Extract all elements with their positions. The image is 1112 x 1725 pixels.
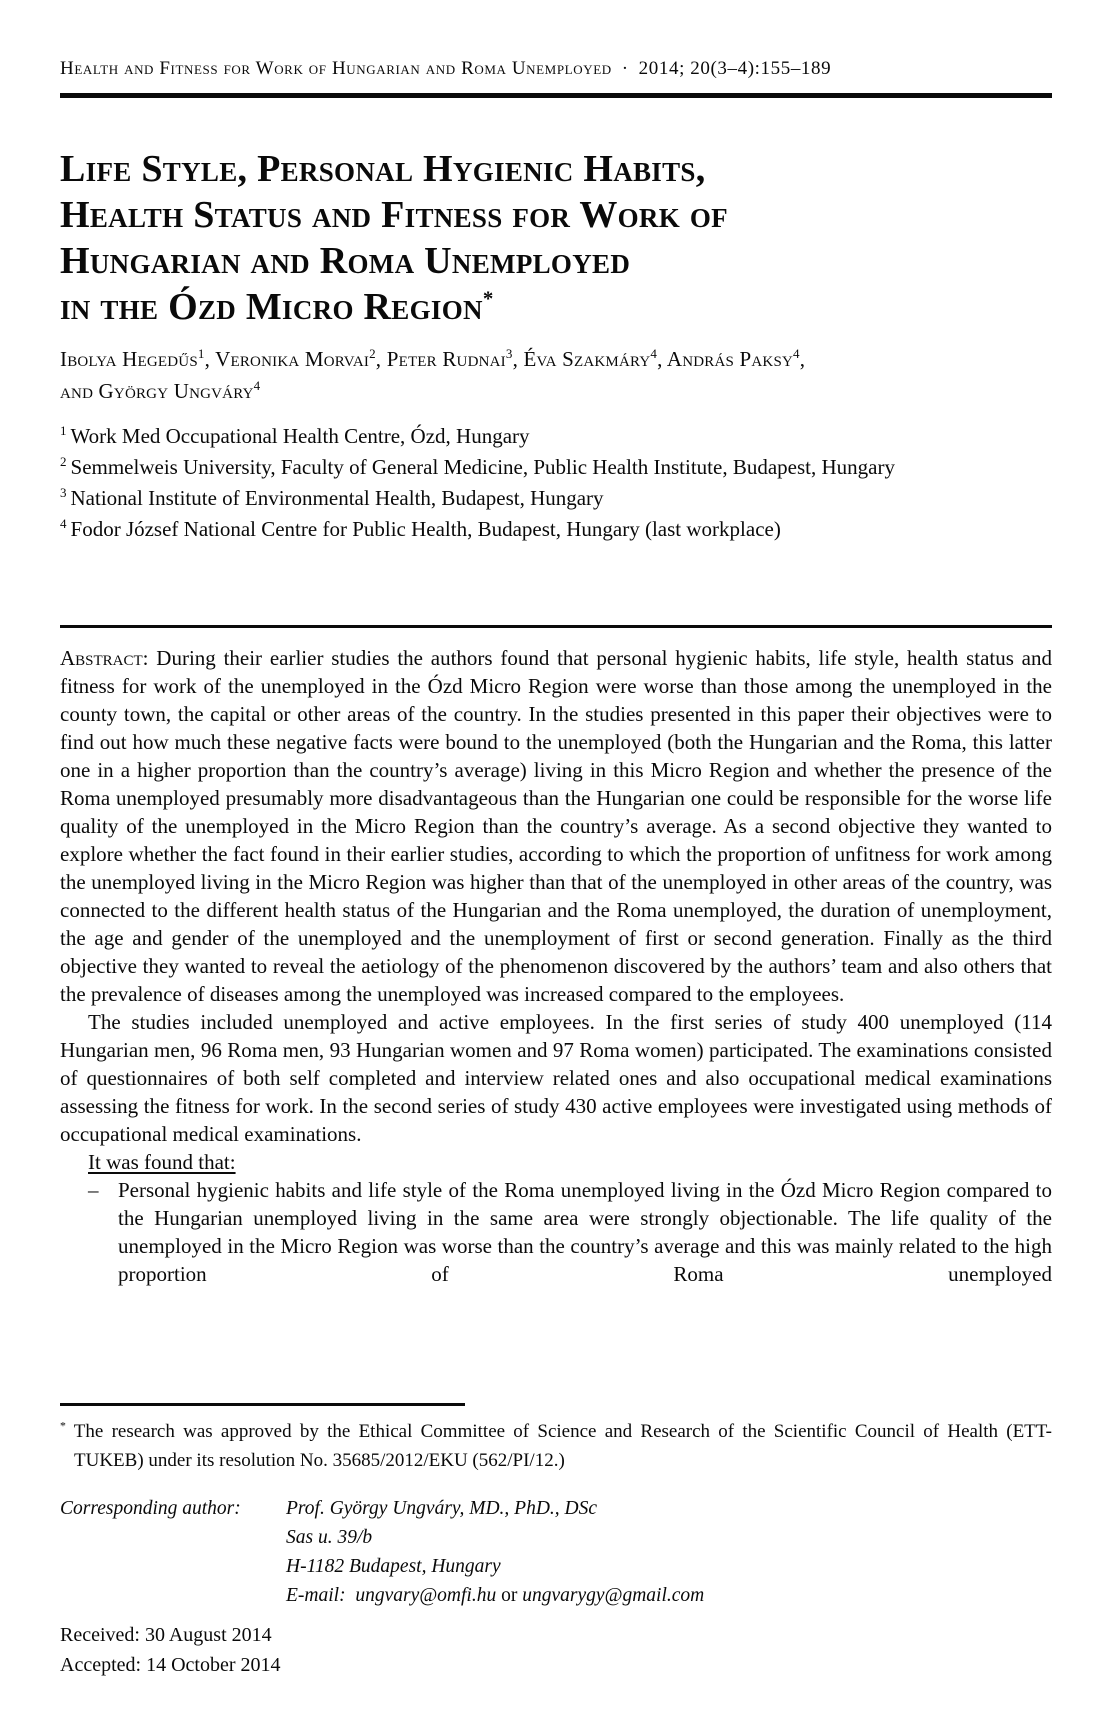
bullet-dash-marker: – bbox=[88, 1178, 99, 1202]
corresponding-author-row bbox=[60, 1494, 1052, 1523]
author-affiliation-marker: 2 bbox=[369, 346, 376, 361]
abstract-paragraph-1-text: During their earlier studies the authors found that personal hygienic habits, life style, health status and fitness for work of the unemployed in the Ózd Micro Region were worse than those among the unemployed in the county town, the capital or other areas of the country. In the studies presented in this paper their objectives were to find out how much these negative facts were bound to the unemployed (both the Hungarian and the Roma, this latter one in a higher proportion than the country’s average) living in this Micro Region and whether the presence of the Roma unemployed presumably more disadvantageous than the Hungarian one could be responsible for the worse life quality of the unemployed in the Micro Region than the country’s average. As a second objective they wanted to explore whether the fact found in their earlier studies, according to which the proportion of unfitness for work among the unemployed living in the Micro Region was higher than that of the unemployed in other areas of the country, was connected to the different health status of the Hungarian and the Roma unemployed, the duration of unemployment, the age and gender of the unemployed and the unemployment of first or second generation. Finally as the third objective they wanted to reveal the aetiology of the phenomenon discovered by the authors’ team and also others that the prevalence of diseases among the unemployed was increased compared to the employees. bbox=[60, 646, 1052, 1006]
author bbox=[60, 347, 210, 371]
corresponding-address-line-1: Sas u. 39/b bbox=[286, 1527, 373, 1548]
author-separator: , bbox=[204, 347, 211, 371]
affiliation-item bbox=[60, 514, 1052, 545]
abstract-paragraph-1 bbox=[60, 644, 1052, 1008]
corresponding-author-block bbox=[60, 1494, 1052, 1610]
affiliation-item bbox=[60, 452, 1052, 483]
author-name: and György Ungváry bbox=[60, 379, 254, 403]
footnote-text: The research was approved by the Ethical Committee of Science and Research of the Scientific Council of Health (ETT-TUKEB) under its resolution No. 35685/2012/EKU (562/PI/12.) bbox=[73, 1421, 1052, 1471]
title-line-1: Life Style, Personal Hygienic Habits, bbox=[60, 148, 706, 190]
email-address-2: ungvarygy@gmail.com bbox=[522, 1585, 705, 1606]
title-footnote-marker: * bbox=[482, 286, 494, 311]
affiliations-list bbox=[60, 421, 1052, 545]
affiliation-marker: 2 bbox=[60, 454, 67, 469]
title-line-2: Health Status and Fitness for Work of bbox=[60, 194, 728, 236]
corresponding-author-name: Prof. György Ungváry, MD., PhD., DSc bbox=[286, 1498, 598, 1519]
footnote-marker: * bbox=[60, 1419, 66, 1433]
corresponding-address-line-2: H-1182 Budapest, Hungary bbox=[286, 1556, 501, 1577]
author bbox=[60, 379, 260, 403]
abstract-paragraph-2: The studies included unemployed and active employees. In the first series of study 400 unemployed (114 Hungarian men, 96 Roma men, 93 Hungarian women and 97 Roma women) participated. The examinations consisted of questionnaires of both self completed and interview related ones and also occupational medical examinations assessing the fitness for work. In the second series of study 430 active employees were investigated using methods of occupational medical examinations. bbox=[60, 1010, 1052, 1146]
affiliation-marker: 3 bbox=[60, 485, 67, 500]
authors-line bbox=[60, 343, 1052, 407]
findings-intro bbox=[60, 1148, 1052, 1176]
running-head-citation: 2014; 20(3–4):155–189 bbox=[638, 58, 832, 79]
author-affiliation-marker: 4 bbox=[253, 378, 261, 393]
author-name: Éva Szakmáry bbox=[523, 347, 651, 371]
abstract-label: Abstract: bbox=[60, 646, 149, 670]
author-affiliation-marker: 3 bbox=[505, 346, 513, 361]
running-head-separator: · bbox=[621, 58, 629, 79]
author-separator: , bbox=[512, 347, 519, 371]
footnote-separator-rule bbox=[60, 1403, 465, 1406]
author-name: Veronika Morvai bbox=[215, 347, 370, 371]
page-footer bbox=[60, 1403, 1052, 1680]
author-name: András Paksy bbox=[666, 347, 794, 371]
author-name: Ibolya Hegedűs bbox=[60, 347, 198, 371]
received-date: Received: 30 August 2014 bbox=[60, 1624, 272, 1646]
author-affiliation-marker: 1 bbox=[197, 346, 205, 361]
affiliation-text: Semmelweis University, Faculty of General Medicine, Public Health Institute, Budapest, Hungary bbox=[70, 455, 895, 479]
author-name: Peter Rudnai bbox=[386, 347, 506, 371]
findings-intro-text: It was found that: bbox=[88, 1150, 236, 1174]
affiliation-marker: 1 bbox=[60, 423, 67, 438]
affiliation-text: Fodor József National Centre for Public Health, Budapest, Hungary (last workplace) bbox=[70, 517, 781, 541]
affiliation-text: Work Med Occupational Health Centre, Ózd, Hungary bbox=[70, 424, 530, 448]
affiliation-marker: 4 bbox=[60, 516, 67, 531]
abstract-section bbox=[60, 644, 1052, 1288]
header-rule bbox=[60, 93, 1052, 98]
email-separator: or bbox=[501, 1585, 518, 1606]
author bbox=[523, 347, 662, 371]
author-separator: , bbox=[657, 347, 663, 371]
email-label: E-mail: bbox=[286, 1585, 346, 1606]
running-head-journal: Health and Fitness for Work of Hungarian and Roma Unemployed bbox=[60, 58, 612, 79]
accepted-date: Accepted: 14 October 2014 bbox=[60, 1654, 281, 1676]
abstract-top-rule bbox=[60, 625, 1052, 628]
author bbox=[215, 347, 381, 371]
affiliation-item bbox=[60, 421, 1052, 452]
manuscript-dates bbox=[60, 1620, 1052, 1680]
author-separator: , bbox=[375, 347, 382, 371]
corresponding-author-label: Corresponding author: bbox=[60, 1498, 241, 1519]
corresponding-email-line bbox=[60, 1581, 1052, 1610]
title-line-4: in the Ózd Micro Region bbox=[60, 286, 483, 328]
title-line-3: Hungarian and Roma Unemployed bbox=[60, 240, 631, 282]
affiliation-item bbox=[60, 483, 1052, 514]
ethics-footnote bbox=[60, 1417, 1052, 1475]
author-affiliation-marker: 4 bbox=[650, 346, 658, 361]
author-affiliation-marker: 4 bbox=[793, 346, 800, 361]
author bbox=[387, 347, 518, 371]
affiliation-text: National Institute of Environmental Health, Budapest, Hungary bbox=[70, 486, 604, 510]
findings-bullet-text: Personal hygienic habits and life style of the Roma unemployed living in the Ózd Micro Region compared to the Hungarian unemployed living in the same area were strongly objectionable. The life quality of the unemployed in the Micro Region was worse than the country’s average and this was mainly related to the high proportion of Roma unemployed bbox=[118, 1178, 1052, 1286]
findings-bullet-item bbox=[60, 1176, 1052, 1288]
author bbox=[667, 347, 805, 371]
article-title bbox=[60, 146, 1052, 330]
email-address-1: ungvary@omfi.hu bbox=[355, 1585, 497, 1606]
running-head bbox=[60, 58, 1052, 80]
author-separator: , bbox=[799, 347, 806, 371]
